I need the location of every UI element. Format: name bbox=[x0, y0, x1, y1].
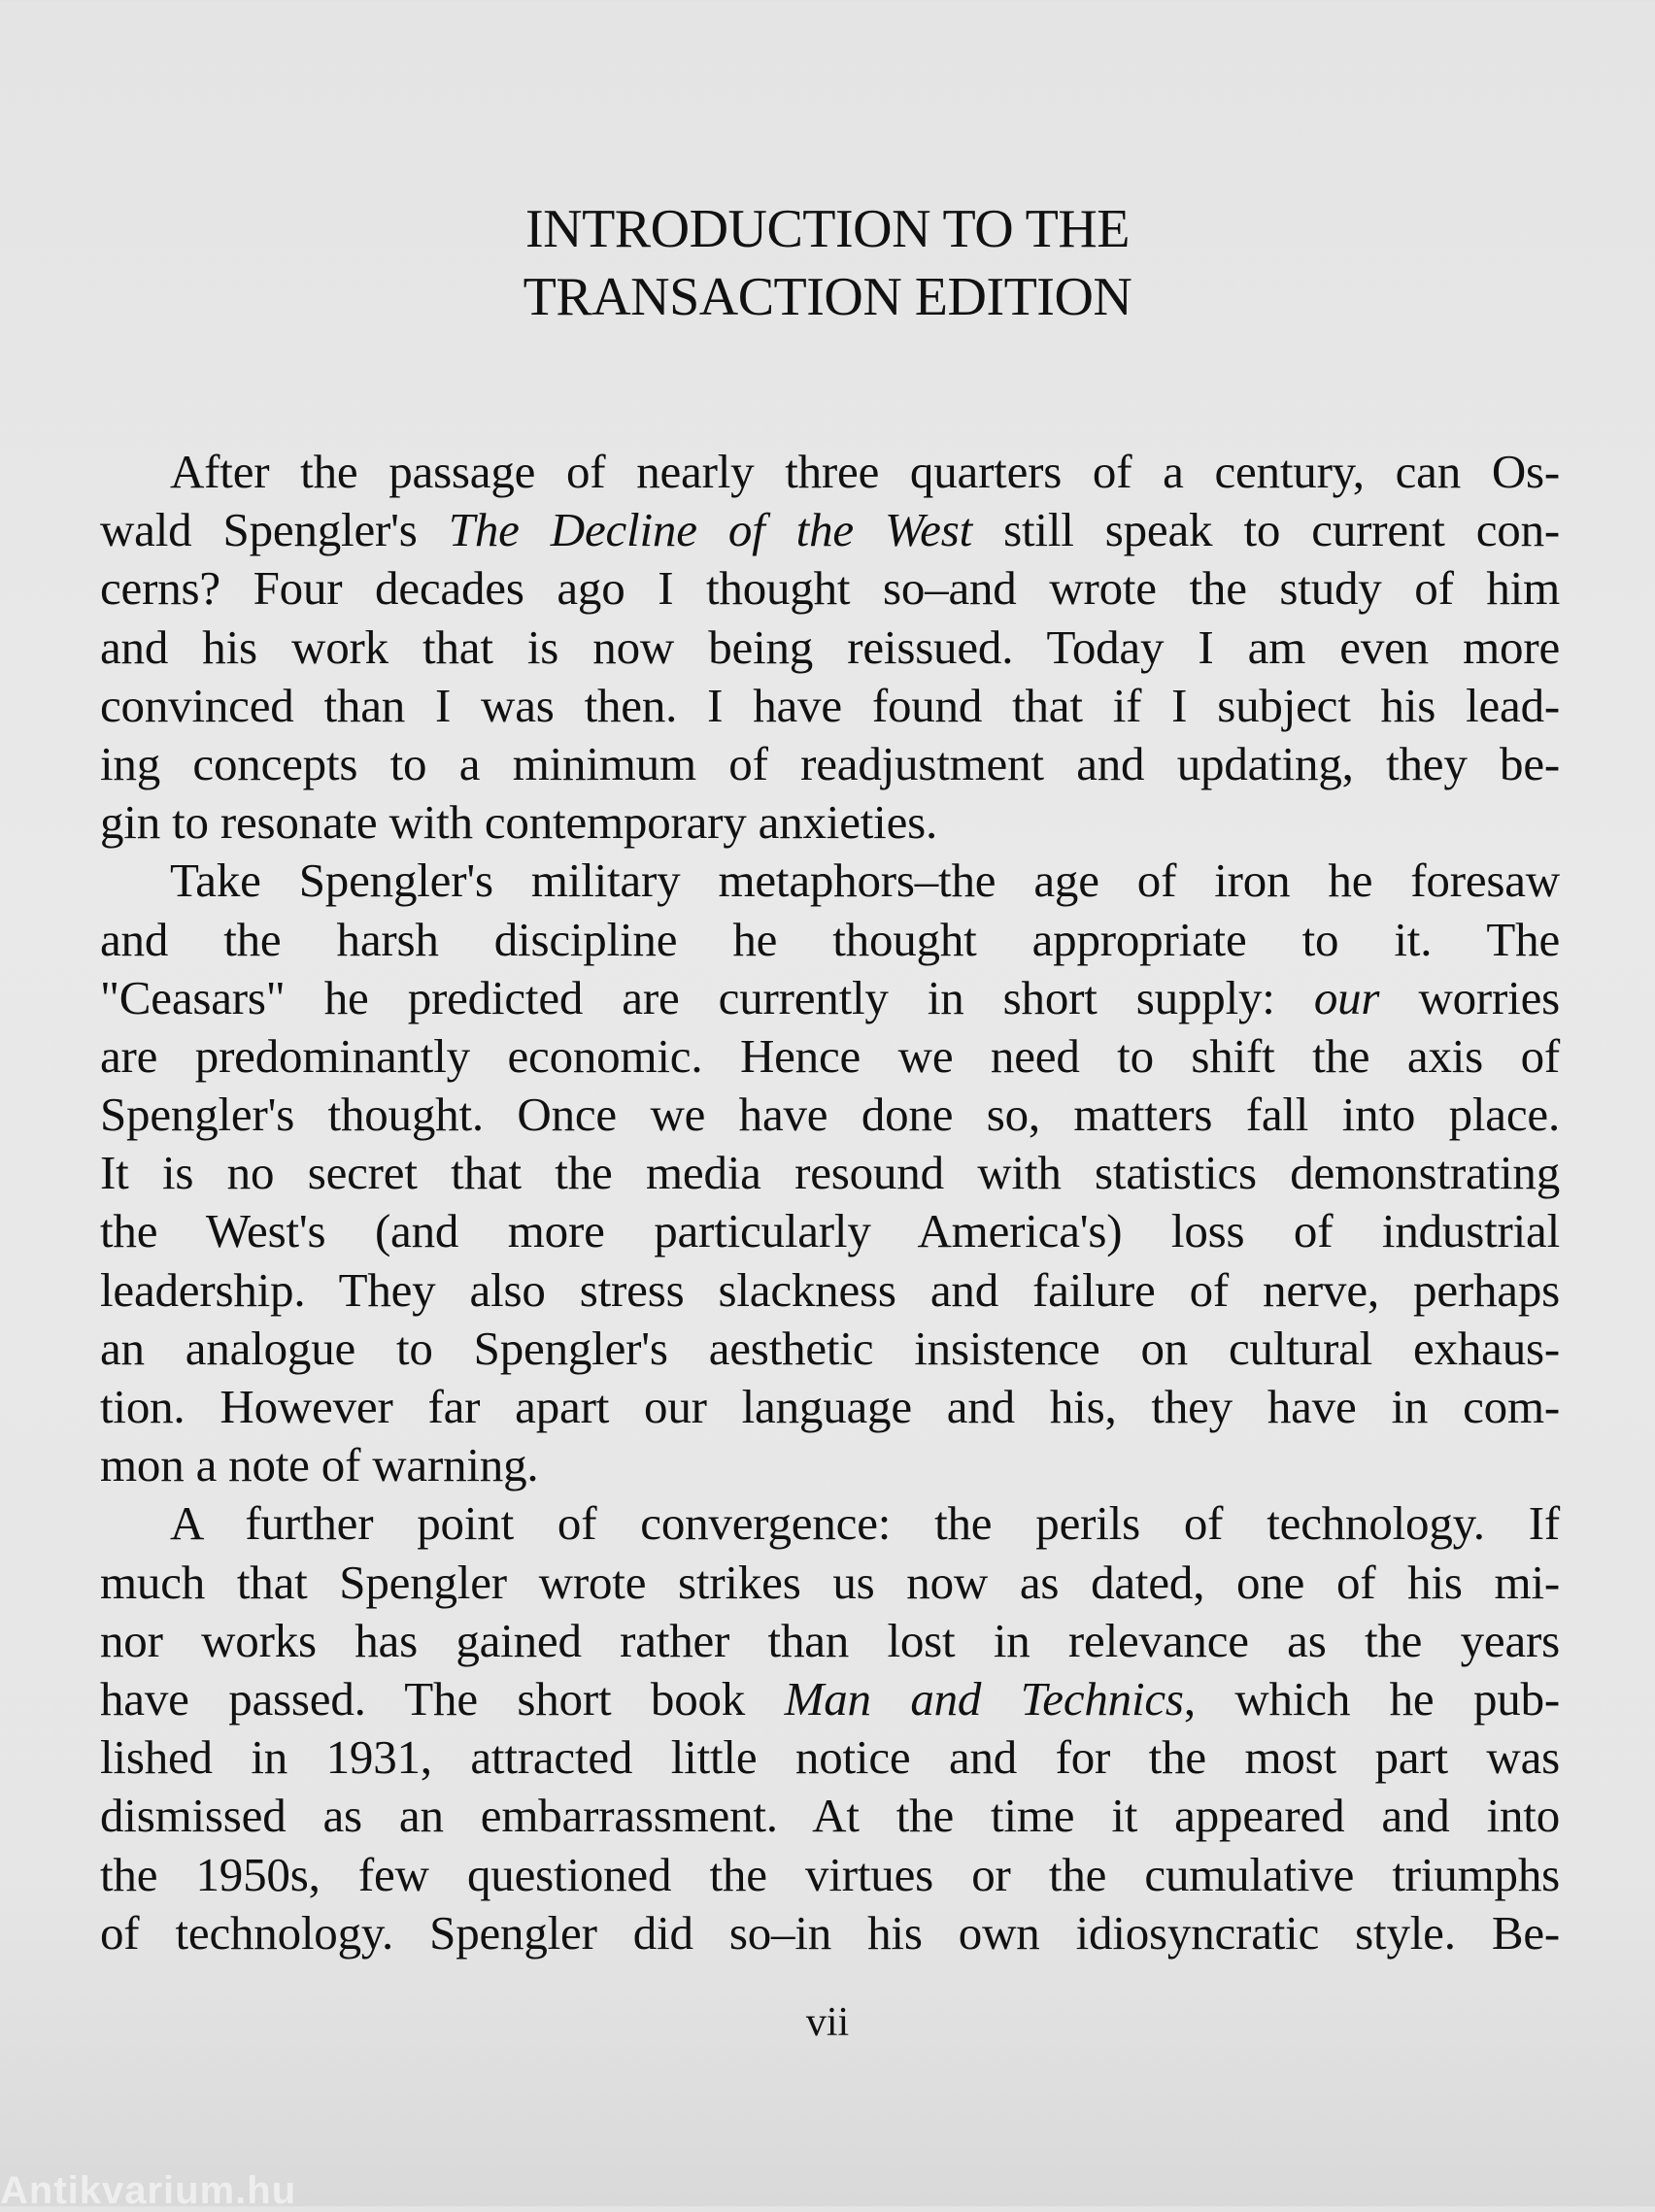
text-line: ing concepts to a minimum of readjustment and updating, they be- bbox=[100, 736, 1560, 790]
text-line: nor works has gained rather than lost in relevance as the years bbox=[100, 1613, 1560, 1667]
italic-title: The Decline of the West bbox=[448, 503, 973, 557]
text-line: "Ceasars" he predicted are currently in short supply: our worries bbox=[100, 970, 1560, 1024]
paragraph bbox=[100, 852, 1560, 1494]
text-line: of technology. Spengler did so–in his own idiosyncratic style. Be- bbox=[100, 1905, 1560, 1960]
text-line: and the harsh discipline he thought appropriate to it. The bbox=[100, 912, 1560, 966]
italic-title: our bbox=[1313, 970, 1380, 1024]
text-line: dismissed as an embarrassment. At the time it appeared and into bbox=[100, 1789, 1560, 1843]
text-line: A further point of convergence: the perils of technology. If bbox=[170, 1496, 1560, 1551]
text-line: and his work that is now being reissued. Today I am even more bbox=[100, 620, 1560, 674]
text-line: an analogue to Spengler's aesthetic insistence on cultural exhaus- bbox=[100, 1321, 1560, 1375]
text-line: wald Spengler's The Decline of the West still speak to current con- bbox=[100, 503, 1560, 557]
text-line: lished in 1931, attracted little notice and for the most part was bbox=[100, 1730, 1560, 1785]
text-line: the 1950s, few questioned the virtues or the cumulative triumphs bbox=[100, 1847, 1560, 1901]
text-line: have passed. The short book Man and Technics, which he pub- bbox=[100, 1671, 1560, 1726]
text-line: the West's (and more particularly America's) loss of industrial bbox=[100, 1204, 1560, 1258]
text-line: Take Spengler's military metaphors–the age of iron he foresaw bbox=[170, 854, 1560, 908]
text-line: gin to resonate with contemporary anxieties. bbox=[100, 795, 938, 850]
chapter-title-line-1: INTRODUCTION TO THE bbox=[524, 199, 1131, 259]
watermark: Antikvarium.hu bbox=[0, 2169, 297, 2212]
text-line: cerns? Four decades ago I thought so–and wrote the study of him bbox=[100, 561, 1560, 616]
text-line: much that Spengler wrote strikes us now as dated, one of his mi- bbox=[100, 1555, 1560, 1609]
page-number: vii bbox=[805, 2000, 850, 2045]
text-line: Spengler's thought. Once we have done so, matters fall into place. bbox=[100, 1088, 1560, 1142]
paragraph bbox=[100, 443, 1560, 852]
chapter-title-line-2: TRANSACTION EDITION bbox=[523, 267, 1132, 327]
text-line: are predominantly economic. Hence we need to shift the axis of bbox=[100, 1028, 1560, 1083]
text-line: leadership. They also stress slackness and failure of nerve, perhaps bbox=[100, 1262, 1560, 1317]
body-text bbox=[100, 443, 1560, 1962]
text-line: tion. However far apart our language and his, they have in com- bbox=[100, 1380, 1560, 1433]
paragraph bbox=[100, 1494, 1560, 1962]
text-line: After the passage of nearly three quarters of a century, can Os- bbox=[170, 445, 1560, 498]
text-line: It is no secret that the media resound with statistics demonstrating bbox=[100, 1146, 1560, 1200]
text-line: convinced than I was then. I have found that if I subject his lead- bbox=[100, 678, 1560, 732]
italic-title: Man and Technics bbox=[784, 1671, 1184, 1726]
text-line: mon a note of warning. bbox=[100, 1438, 539, 1492]
